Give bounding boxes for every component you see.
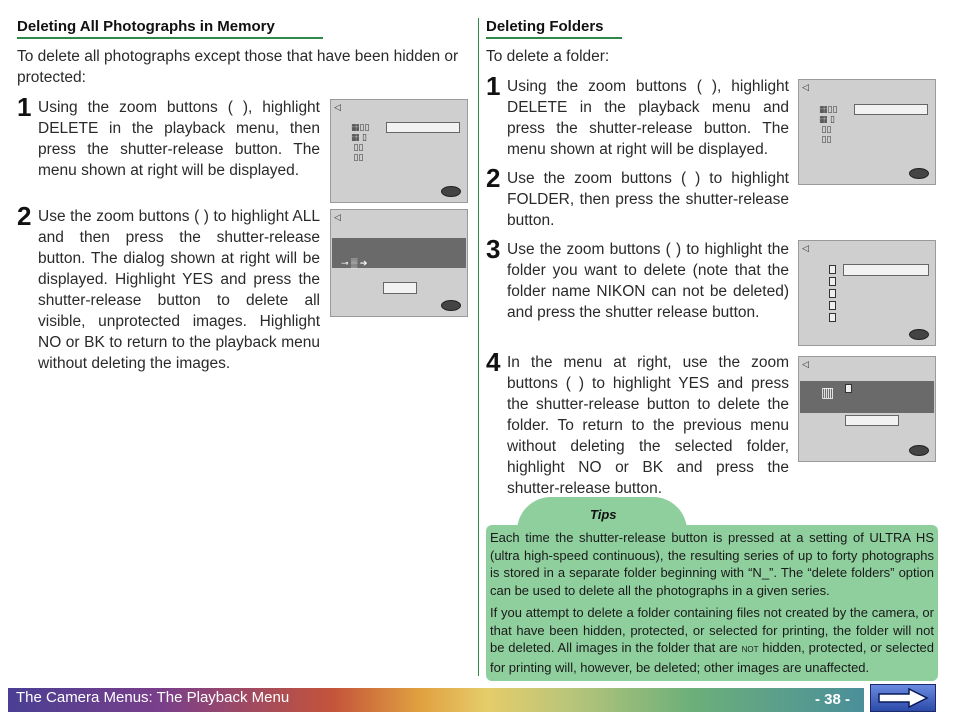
key-arrow-icon: ⊸ ▒ ➔ [341, 258, 368, 268]
folder-icon [829, 277, 836, 286]
yes-bar [845, 415, 899, 426]
lcd-folder-list [798, 240, 936, 346]
right-step2-number: 2 [486, 163, 501, 193]
back-arrow-icon: ◁ [802, 82, 809, 92]
back-arrow-icon: ◁ [334, 212, 341, 222]
shutter-button-icon [909, 329, 929, 340]
menu-icons: ▦▯▯ ▦ ▯ ▯▯ ▯▯ [819, 104, 838, 144]
column-divider [478, 18, 479, 676]
footer-title: The Camera Menus: The Playback Menu [16, 689, 290, 706]
shutter-button-icon [909, 168, 929, 179]
right-step2-text: Use the zoom buttons ( ) to highlight FOLDER, then press the shutter-release button. [507, 170, 789, 229]
shutter-button-icon [441, 300, 461, 311]
tips-p2-start: If you attempt to delete a folder containing files not created by the camera, or that have been hidden, protected, or selected for printing, the folder will not be deleted. All images in the folder that are [490, 605, 934, 655]
lcd-delete-menu [330, 99, 468, 203]
folder-icon [829, 301, 836, 310]
shutter-button-icon [909, 445, 929, 456]
back-arrow-icon: ◁ [334, 102, 341, 112]
folder-icon [845, 384, 852, 393]
folder-icon [829, 265, 836, 274]
left-step2-text: Use the zoom buttons ( ) to highlight ALL and then press the shutter-release button. The dialog shown at right will be displayed. Highlight YES and press the shutter-release button to delete all visible, unprotected images. Highlight NO or BK to return to the playback menu without deleting the images. [38, 208, 320, 372]
shutter-button-icon [441, 186, 461, 197]
highlight-bar [843, 264, 929, 276]
page-number: - 38 - [815, 691, 851, 708]
tips-paragraph-2 [490, 604, 934, 676]
lcd-delete-folder-dialog [798, 356, 936, 462]
back-arrow-icon: ◁ [802, 359, 809, 369]
tips-not: not [741, 643, 759, 655]
lcd-delete-menu-right [798, 79, 936, 185]
right-heading: Deleting Folders [486, 18, 622, 39]
left-step1-text: Using the zoom buttons ( ), highlight DELETE in the playback menu, then press the shutter-release button. The menu shown at right will be displayed. [38, 99, 320, 179]
right-step4-number: 4 [486, 347, 501, 377]
left-intro: To delete all photographs except those that have been hidden or protected: [17, 48, 459, 86]
next-page-button[interactable] [870, 684, 936, 712]
right-arrow-icon [871, 685, 935, 711]
lcd-delete-all-dialog [330, 209, 468, 317]
right-step4-text: In the menu at right, use the zoom buttons ( ) to highlight YES and press the shutter-release button to delete the folder. To return to the previous menu without deleting the selected folder, highlight NO or BK and press the shutter-release button. [507, 354, 789, 497]
left-step1-number: 1 [17, 92, 32, 122]
right-intro: To delete a folder: [486, 48, 610, 65]
highlight-bar [386, 122, 460, 133]
right-step1-text: Using the zoom buttons ( ), highlight DELETE in the playback menu and press the shutter-release button. The menu shown at right will be displayed. [507, 78, 789, 158]
tips-box [486, 525, 938, 681]
yes-bar [383, 282, 417, 294]
left-heading: Deleting All Photographs in Memory [17, 18, 323, 39]
tips-p2-end: hidden, protected, or selected for printing will, however, be deleted; other images are unaffected. [490, 640, 935, 675]
folder-icon [829, 289, 836, 298]
highlight-bar [854, 104, 928, 115]
left-step2-number: 2 [17, 201, 32, 231]
right-step3-number: 3 [486, 234, 501, 264]
back-arrow-icon: ◁ [802, 243, 809, 253]
menu-icons: ▦▯▯ ▦ ▯ ▯▯ ▯▯ [351, 122, 370, 162]
trash-icon: ▥ [821, 384, 835, 400]
right-step3-text: Use the zoom buttons ( ) to highlight the folder you want to delete (note that the folder name NIKON can not be deleted) and press the shutter release button. [507, 241, 789, 321]
folder-icon [829, 313, 836, 322]
tips-paragraph-1: Each time the shutter-release button is pressed at a setting of ULTRA HS (ultra high-speed continuous), the resulting series of up to forty photographs is stored in a separate folder beginning with “N_”. The “delete folders” option can be used to delete all the photographs in a given series. [490, 530, 934, 598]
tips-title: Tips [590, 507, 617, 522]
right-step1-number: 1 [486, 71, 501, 101]
